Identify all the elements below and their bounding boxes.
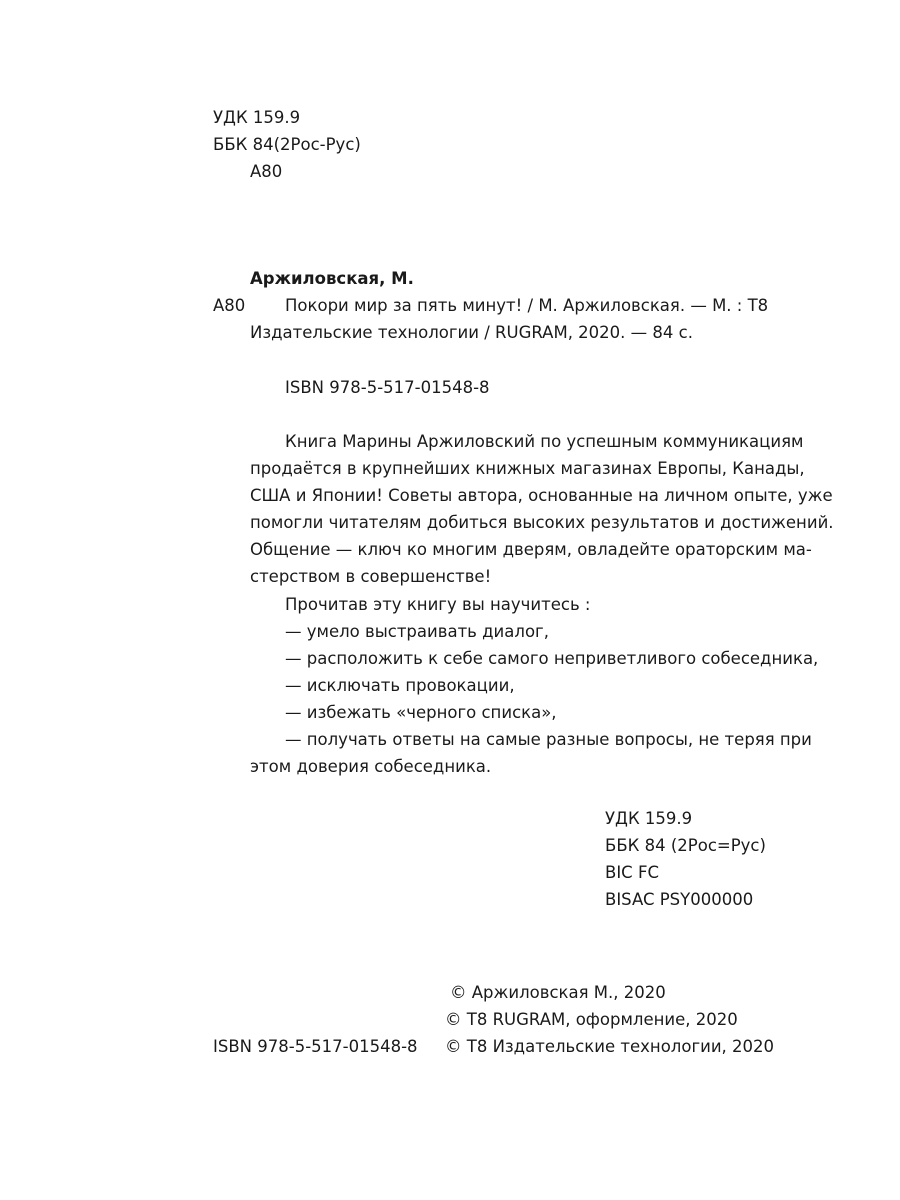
list-item-last-line1-text: — получать ответы на самые разные вопросы, не теряя при [285, 730, 812, 749]
annotation-line-2-text: продаётся в крупнейших книжных магазинах Европы, Канады, [250, 459, 805, 478]
copyright-design: © Т8 RUGRAM, оформление, 2020 [445, 1010, 738, 1029]
list-item: — расположить к себе самого неприветливого собеседника, [285, 649, 819, 668]
header-bbk: ББК 84(2Рос-Рус) [213, 135, 361, 154]
record-isbn: ISBN 978-5-517-01548-8 [285, 378, 490, 397]
class-udk: УДК 159.9 [605, 809, 693, 828]
annotation-line-3-text: США и Японии! Советы автора, основанные на личном опыте, уже [250, 486, 833, 505]
list-item: — избежать «черного списка», [285, 703, 557, 722]
record-title-line1 [285, 295, 769, 317]
class-bic: BIC FC [605, 863, 659, 882]
list-item-last-line1 [285, 729, 812, 751]
annotation-line-6: стерством в совершенстве! [250, 567, 492, 586]
annotation-line-3 [250, 485, 833, 507]
header-author-sign: А80 [250, 162, 283, 181]
annotation-line-5-text: Общение — ключ ко многим дверям, овладейте ораторским ма- [250, 540, 812, 559]
record-author-sign: А80 [213, 296, 246, 315]
record-author: Аржиловская, М. [250, 269, 414, 288]
annotation-line-1-text: Книга Марины Аржиловский по успешным коммуникациям [285, 432, 804, 451]
copyright-publisher: © Т8 Издательские технологии, 2020 [445, 1037, 775, 1056]
list-intro: Прочитав эту книгу вы научитесь : [285, 595, 591, 614]
annotation-line-5 [250, 539, 812, 561]
header-udk: УДК 159.9 [213, 108, 301, 127]
annotation-line-2 [250, 458, 805, 480]
class-bbk: ББК 84 (2Рос=Рус) [605, 836, 766, 855]
annotation-line-4-text: помогли читателям добиться высоких результатов и достижений. [250, 513, 834, 532]
annotation-line-1 [285, 431, 804, 453]
list-item: — исключать провокации, [285, 676, 515, 695]
class-bisac: BISAC PSY000000 [605, 890, 754, 909]
record-title-line2: Издательские технологии / RUGRAM, 2020. — 84 с. [250, 323, 693, 342]
footer-isbn: ISBN 978-5-517-01548-8 [213, 1037, 418, 1056]
list-item: — умело выстраивать диалог, [285, 622, 549, 641]
annotation-line-4 [250, 512, 834, 534]
list-item-last-line2: этом доверия собеседника. [250, 757, 492, 776]
copyright-author: © Аржиловская М., 2020 [450, 983, 666, 1002]
record-title-line1-text: Покори мир за пять минут! / М. Аржиловская. — М. : Т8 [285, 296, 769, 315]
